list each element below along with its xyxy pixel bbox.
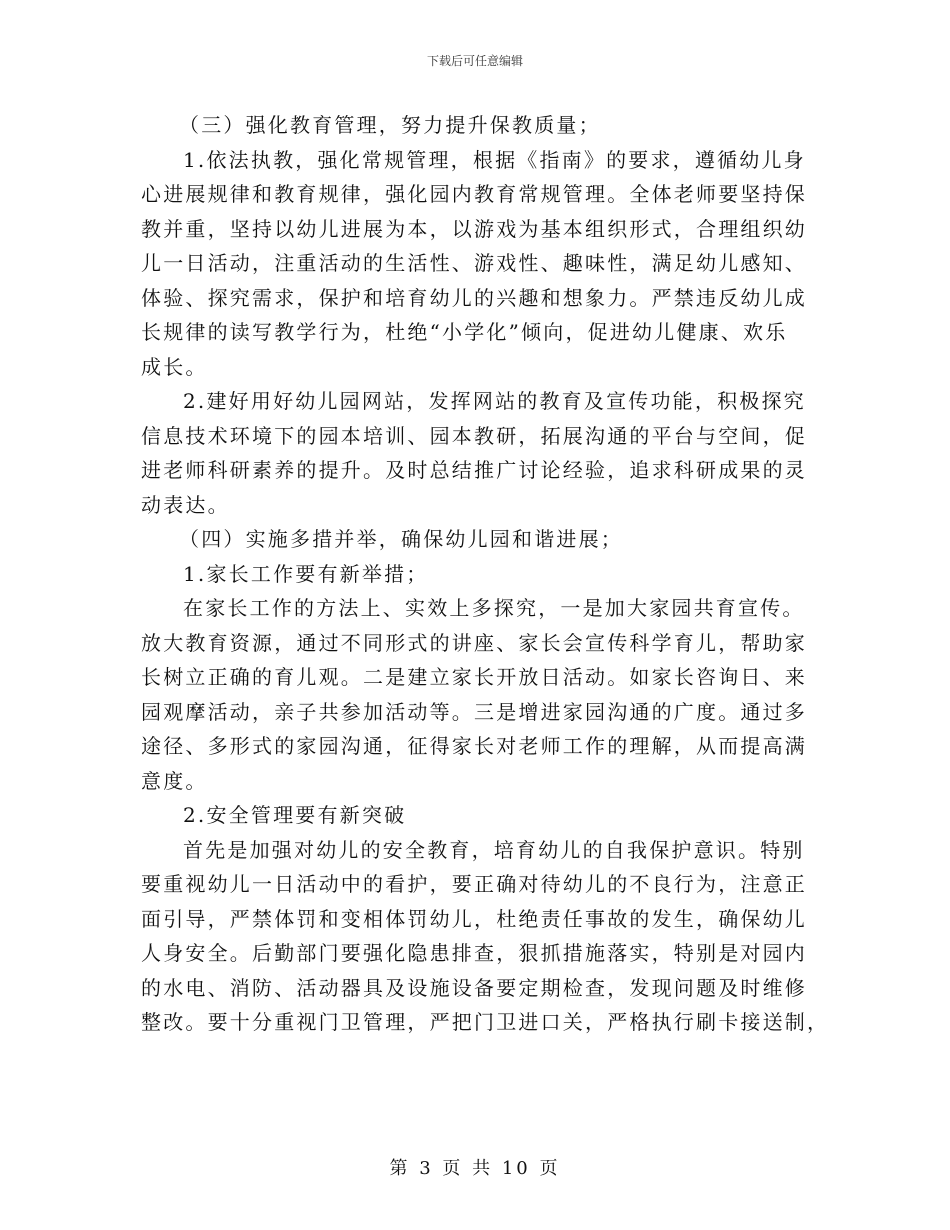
text-line: 首先是加强对幼儿的安全教育，培育幼儿的自我保护意识。特别 <box>183 837 805 862</box>
text-line: 放大教育资源，通过不同形式的讲座、家长会宣传科学育儿，帮助家 <box>141 630 807 655</box>
text-line: 2.建好用好幼儿园网站，发挥网站的教育及宣传功能，积极探究 <box>183 389 806 413</box>
body-text <box>141 108 830 1040</box>
text-line: 心进展规律和教育规律，强化园内教育常规管理。全体老师要坚持保 <box>141 182 807 206</box>
text-line: （三）强化教育管理，努力提升保教质量； <box>179 113 601 137</box>
text-line: 进老师科研素养的提升。及时总结推广讨论经验，追求科研成果的灵 <box>141 458 807 482</box>
page-header-note: 下载后可任意编辑 <box>426 54 523 68</box>
text-line: 要重视幼儿一日活动中的看护，要正确对待幼儿的不良行为，注意正 <box>141 872 807 896</box>
text-line: 长规律的读写教学行为，杜绝“小学化”倾向，促进幼儿健康、欢乐 <box>141 320 788 344</box>
text-line: 途径、多形式的家园沟通，征得家长对老师工作的理解，从而提高满 <box>141 734 807 758</box>
page-number: 第 3 页 共 10 页 <box>389 1158 561 1179</box>
text-line: 2.安全管理要有新突破 <box>183 803 407 827</box>
text-line: 动表达。 <box>141 492 230 517</box>
text-line: 教并重，坚持以幼儿进展为本，以游戏为基本组织形式，合理组织幼 <box>141 216 807 241</box>
text-line: 信息技术环境下的园本培训、园本教研，拓展沟通的平台与空间，促 <box>141 423 807 448</box>
text-line: 儿一日活动，注重活动的生活性、游戏性、趣味性，满足幼儿感知、 <box>141 251 807 275</box>
document-body <box>141 108 830 1040</box>
text-line: 1.依法执教，强化常规管理，根据《指南》的要求，遵循幼儿身 <box>183 147 806 172</box>
text-line: 长树立正确的育儿观。二是建立家长开放日活动。如家长咨询日、来 <box>141 665 807 689</box>
text-line: 意度。 <box>141 768 208 793</box>
text-line: 体验、探究需求，保护和培育幼儿的兴趣和想象力。严禁违反幼儿成 <box>141 285 807 310</box>
text-line: 整改。要十分重视门卫管理，严把门卫进口关，严格执行刷卡接送制， <box>141 1010 830 1034</box>
text-line: 成长。 <box>141 354 208 379</box>
text-line: 的水电、消防、活动器具及设施设备要定期检查，发现问题及时维修 <box>141 975 807 1000</box>
text-line: 园观摩活动，亲子共参加活动等。三是增进家园沟通的广度。通过多 <box>141 699 807 724</box>
text-line: 人身安全。后勤部门要强化隐患排查，狠抓措施落实，特别是对园内 <box>141 941 807 965</box>
text-line: 在家长工作的方法上、实效上多探究，一是加大家园共育宣传。 <box>183 596 805 620</box>
text-line: 1.家长工作要有新举措； <box>183 561 429 586</box>
text-line: 面引导，严禁体罚和变相体罚幼儿，杜绝责任事故的发生，确保幼儿 <box>141 906 807 931</box>
text-line: （四）实施多措并举，确保幼儿园和谐进展； <box>179 527 623 551</box>
